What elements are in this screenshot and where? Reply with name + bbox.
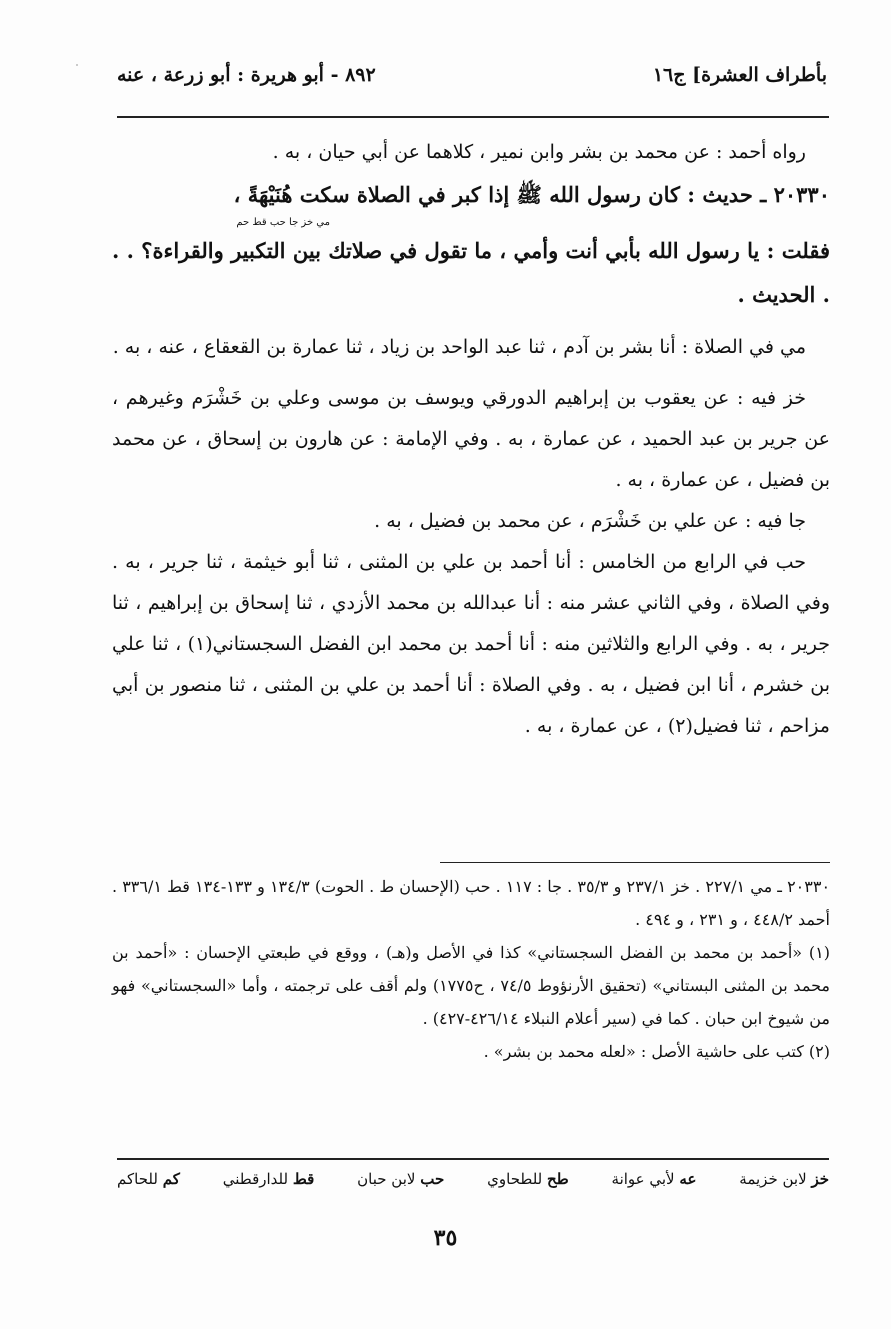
paragraph-khuz: خز فيه : عن يعقوب بن إبراهيم الدورقي ويوسف بن موسى وعلي بن خَشْرَم وغيرهم ، عن جرير بن عبد الحميد ، عن عمارة ، به . وفي الإمامة : عن هارون بن إسحاق ، عن محمد بن فضيل ، عن عمارة ، به .: [112, 387, 830, 491]
abbreviations-rule: [117, 1158, 829, 1160]
abbreviations-key: [117, 1170, 829, 1188]
abbr-item: طح للطحاوي: [487, 1170, 569, 1188]
abbr-item: كم للحاكم: [117, 1170, 180, 1188]
paragraph-mi: مي في الصلاة : أنا بشر بن آدم ، ثنا عبد الواحد بن زياد ، ثنا عمارة بن القعقاع ، عنه ، به .: [112, 336, 806, 358]
abbr-item: حب لابن حبان: [357, 1170, 445, 1188]
footnote-1: (١) «أحمد بن محمد بن الفضل السجستاني» كذا في الأصل و(هـ) ، ووقع في طبعتي الإحسان : «أحمد بن محمد بن المثنى البستاني» (تحقيق الأرنؤوط ٧٤/٥ ، ح١٧٧٥) ولم أقف على ترجمته ، وأما «السجستاني» فهو من شيوخ ابن حبان . كما في (سير أعلام النبلاء ٤٢٦/١٤-٤٢٧) .: [112, 943, 830, 1028]
header-section: ٨٩٢ - أبو هريرة : أبو زرعة ، عنه: [117, 64, 376, 86]
margin-dot: [76, 64, 78, 66]
paragraph-hib: حب في الرابع من الخامس : أنا أحمد بن علي بن المثنى ، ثنا أبو خيثمة ، ثنا جرير ، به . وفي الصلاة ، وفي الثاني عشر منه : أنا عبدالله بن محمد الأزدي ، ثنا إسحاق بن إبراهيم ، ثنا جرير ، به . وفي الرابع والثلاثين منه : أنا أحمد بن محمد ابن الفضل السجستاني(١) ، ثنا علي بن خشرم ، أنا ابن فضيل ، به . وفي الصلاة : أنا أحمد بن علي بن المثنى ، ثنا منصور بن أبي مزاحم ، ثنا فضيل(٢) ، عن عمارة ، به .: [112, 551, 831, 737]
hadith-heading: ٢٠٣٣٠ ـ حديث : كان رسول الله ﷺ إذا كبر في الصلاة سكت هُنَيْهَةً ،: [233, 182, 830, 207]
footnotes: [112, 870, 830, 1068]
hadith-sigla: مي خز جا حب قط حم: [236, 217, 330, 228]
page-number: ٣٥: [433, 1225, 458, 1251]
paragraph-ja: جا فيه : عن علي بن خَشْرَم ، عن محمد بن فضيل ، به .: [374, 510, 806, 532]
hadith-text: فقلت : يا رسول الله بأبي أنت وأمي ، ما تقول في صلاتك بين التكبير والقراءة؟ . . . الحديث .: [112, 238, 830, 307]
footnote-refs: ٢٠٣٣٠ ـ مي ٢٢٧/١ . خز ٢٣٧/١ و ٣٥/٣ . جا : ١١٧ . حب (الإحسان ط . الحوت) ١٣٤/٣ و ١٣٣-١٣٤ قط ٣٣٦/١ . أحمد ٤٤٨/٢ ، و ٢٣١ ، و ٤٩٤ .: [112, 877, 831, 929]
main-text: [112, 132, 830, 747]
running-header: [117, 58, 827, 98]
paragraph-ahmad: رواه أحمد : عن محمد بن بشر وابن نمير ، كلاهما عن أبي حيان ، به .: [272, 141, 806, 163]
footnote-2: (٢) كتب على حاشية الأصل : «لعله محمد بن بشر» .: [483, 1042, 830, 1061]
abbr-item: قط للدارقطني: [222, 1170, 315, 1188]
abbr-item: عه لأبي عوانة: [611, 1170, 697, 1188]
header-rule: [117, 116, 829, 118]
header-volume: بأطراف العشرة] ج١٦: [652, 64, 827, 86]
abbr-item: خز لابن خزيمة: [739, 1170, 829, 1188]
footnote-rule: [440, 862, 830, 863]
